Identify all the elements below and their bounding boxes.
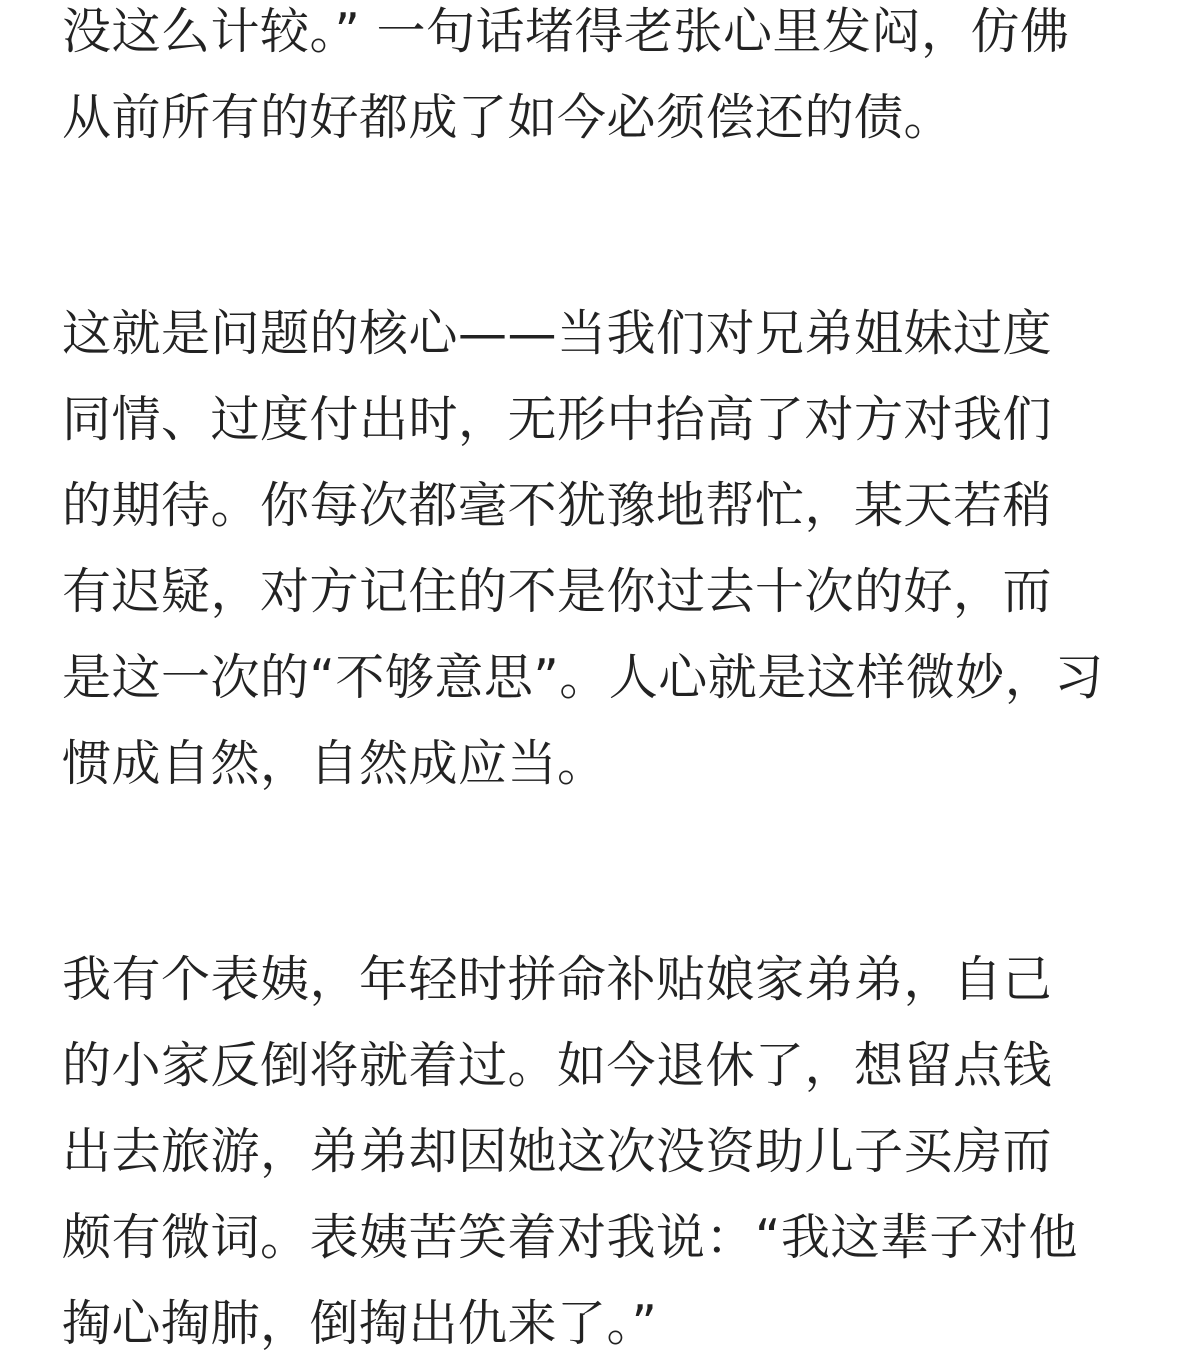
paragraph: 这就是问题的核心——当我们对兄弟姐妹过度 同情、过度付出时，无形中抬高了对方对我们 的期待。你每次都毫不犹豫地帮忙，某天若稍 有迟疑，对方记住的不是你过去十次的好，而 是这一次的“不够意思”。人心就是这样微妙，习 惯成自然，自然成应当。	[62, 305, 1104, 792]
paragraph-spacer	[62, 807, 1118, 937]
paragraph-spacer	[62, 161, 1118, 291]
paragraph: 没这么计较。” 一句话堵得老张心里发闷，仿佛 从前所有的好都成了如今必须偿还的债。	[62, 3, 1070, 146]
article-body	[62, 0, 1118, 1367]
paragraph: 我有个表姨，年轻时拼命补贴娘家弟弟，自己 的小家反倒将就着过。如今退休了，想留点钱 出去旅游，弟弟却因她这次没资助儿子买房而 颇有微词。表姨苦笑着对我说：“我这辈子对他 掏心掏肺，倒掏出仇来了。”	[62, 951, 1078, 1352]
